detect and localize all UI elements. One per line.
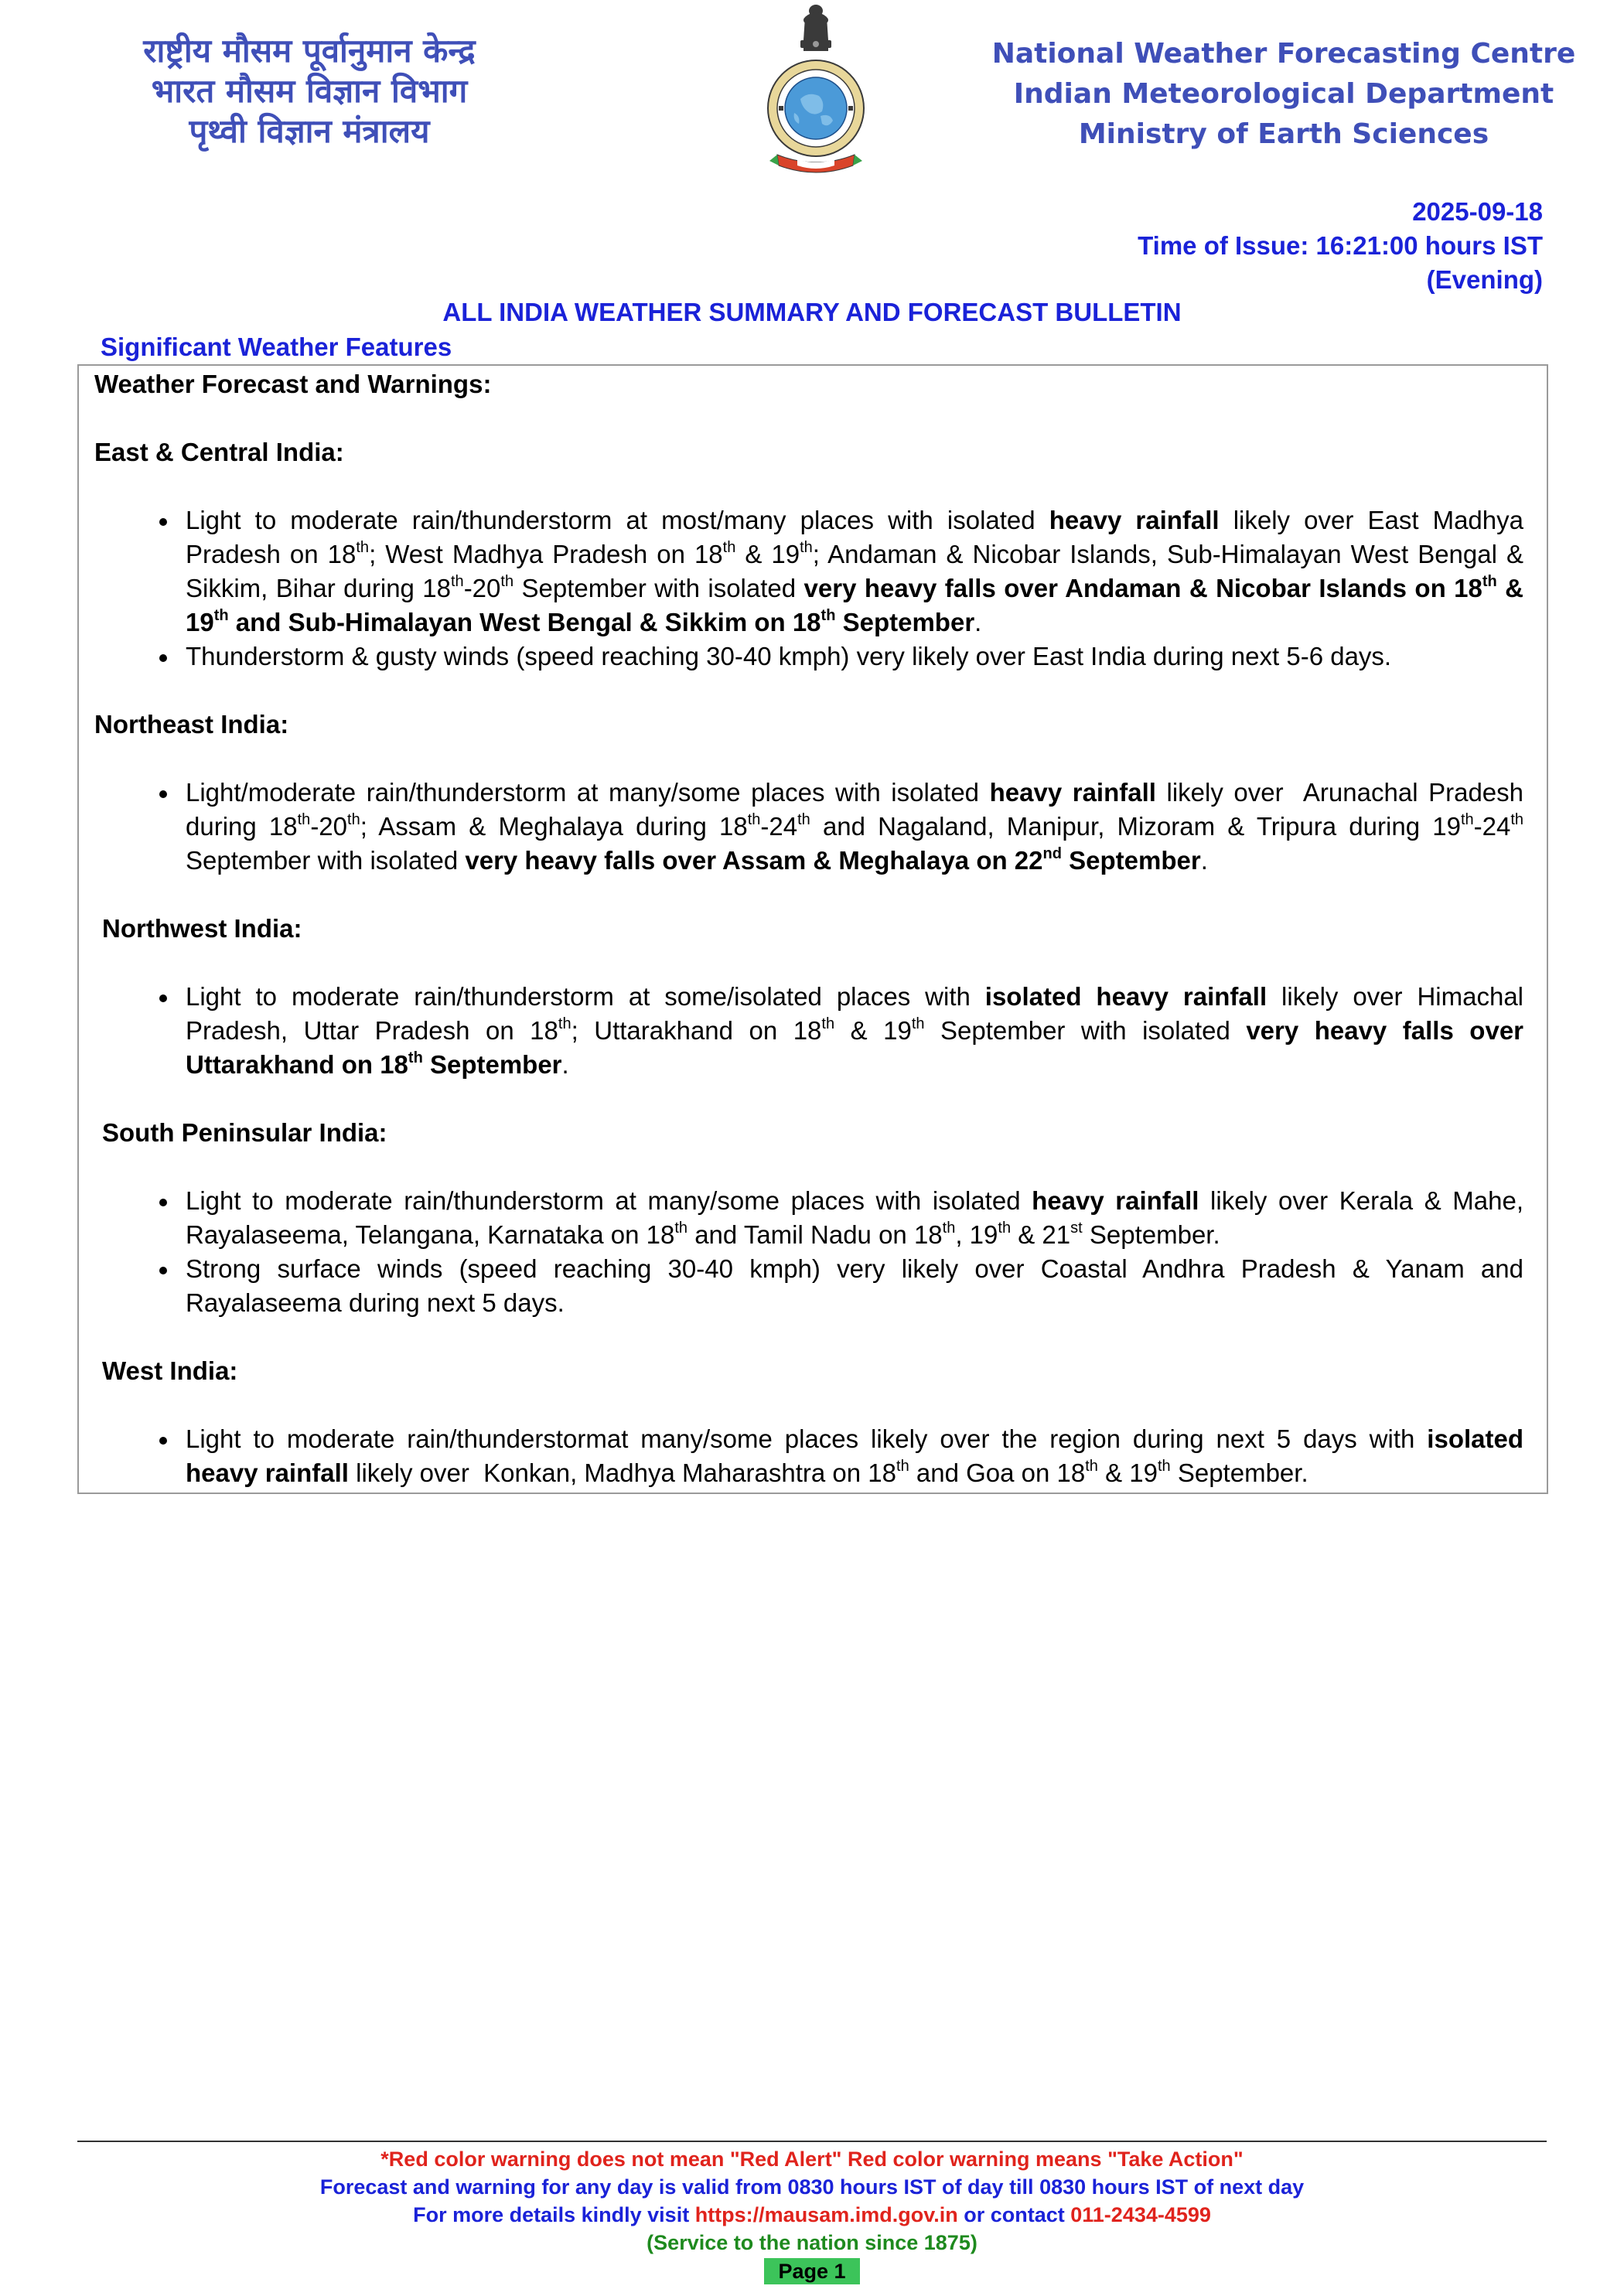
english-line-2: Indian Meteorological Department (1013, 78, 1554, 110)
south-list (94, 1184, 1523, 1320)
issue-session: (Evening) (1426, 265, 1543, 294)
region-northeast: Northeast India: (94, 710, 289, 739)
footer-contact-prefix: For more details kindly visit (413, 2203, 695, 2226)
west-list (94, 1422, 1523, 1490)
hindi-line-3: पृथ्वी विज्ञान मंत्रालय (189, 112, 430, 150)
section-heading: Significant Weather Features (101, 333, 452, 361)
footer-contact-line (0, 2201, 1624, 2229)
footer-validity-note: Forecast and warning for any day is valid from 0830 hours IST of day till 0830 hours IST of next day (319, 2175, 1305, 2199)
list-item: Light to moderate rain/thunderstorm at many/some places with isolated heavy rainfall likely over Kerala & Mahe, Rayalaseema, Telangana, Karnataka on 18th and Tamil Nadu on 18th, 19th & 21st September. (186, 1184, 1523, 1252)
hindi-org-name (116, 31, 503, 152)
list-item: Light/moderate rain/thunderstorm at many/some places with isolated heavy rainfall likely over Arunachal Pradesh during 18th-20th; Assam & Meghalaya during 18th-24th and Nagaland, Manipur, Mizoram & Tripura during 19th-24th September with isolated very heavy falls over Assam & Meghalaya on 22nd September. (186, 776, 1523, 878)
list-item: Thunderstorm & gusty winds (speed reaching 30-40 kmph) very likely over East India during next 5-6 days. (186, 640, 1523, 674)
footer-contact-mid: or contact (957, 2203, 1071, 2226)
hindi-line-1: राष्ट्रीय मौसम पूर्वानुमान केन्द्र (143, 32, 476, 70)
forecast-box (77, 364, 1548, 1494)
footer-service-note: (Service to the nation since 1875) (647, 2231, 977, 2254)
region-east-central: East & Central India: (94, 438, 344, 466)
footer-red-warning-note: *Red color warning does not mean "Red Alert" Red color warning means "Take Action" (380, 2148, 1244, 2171)
footer-divider (77, 2141, 1547, 2142)
issue-date: 2025-09-18 (1412, 197, 1543, 226)
english-line-1: National Weather Forecasting Centre (991, 38, 1576, 70)
list-item: Light to moderate rain/thunderstormat many/some places likely over the region during next 5 days with isolated heavy rainfall likely over Konkan, Madhya Maharashtra on 18th and Goa on 18th & 19th September. (186, 1422, 1523, 1490)
northeast-list (94, 776, 1523, 878)
time-of-issue: Time of Issue: 16:21:00 hours IST (1138, 231, 1543, 260)
footer (0, 2145, 1624, 2285)
list-item: Light to moderate rain/thunderstorm at some/isolated places with isolated heavy rainfall likely over Himachal Pradesh, Uttar Pradesh on 18th; Uttarakhand on 18th & 19th September with isolated very heavy falls over Uttarakhand on 18th September. (186, 980, 1523, 1082)
english-org-name (982, 34, 1585, 155)
hindi-line-2: भारत मौसम विज्ञान विभाग (151, 72, 468, 110)
bulletin-title: ALL INDIA WEATHER SUMMARY AND FORECAST BULLETIN (442, 298, 1182, 326)
imd-emblem-logo-icon (762, 0, 870, 186)
footer-phone[interactable]: 011-2434-4599 (1070, 2203, 1211, 2226)
east-central-list (94, 503, 1523, 674)
northwest-list (94, 980, 1523, 1082)
english-line-3: Ministry of Earth Sciences (1078, 118, 1489, 150)
footer-website-link[interactable]: https://mausam.imd.gov.in (694, 2203, 958, 2226)
warnings-title: Weather Forecast and Warnings: (94, 370, 492, 398)
page-number-badge: Page 1 (764, 2258, 859, 2284)
region-south: South Peninsular India: (102, 1118, 387, 1147)
region-northwest: Northwest India: (102, 914, 302, 943)
list-item: Strong surface winds (speed reaching 30-40 kmph) very likely over Coastal Andhra Pradesh & Yanam and Rayalaseema during next 5 days. (186, 1252, 1523, 1320)
issue-meta (1138, 195, 1543, 297)
list-item: Light to moderate rain/thunderstorm at most/many places with isolated heavy rainfall likely over East Madhya Pradesh on 18th; West Madhya Pradesh on 18th & 19th; Andaman & Nicobar Islands, Sub-Himalayan West Bengal & Sikkim, Bihar during 18th-20th September with isolated very heavy falls over Andaman & Nicobar Islands on 18th & 19th and Sub-Himalayan West Bengal & Sikkim on 18th September. (186, 503, 1523, 640)
region-west: West India: (102, 1356, 238, 1385)
